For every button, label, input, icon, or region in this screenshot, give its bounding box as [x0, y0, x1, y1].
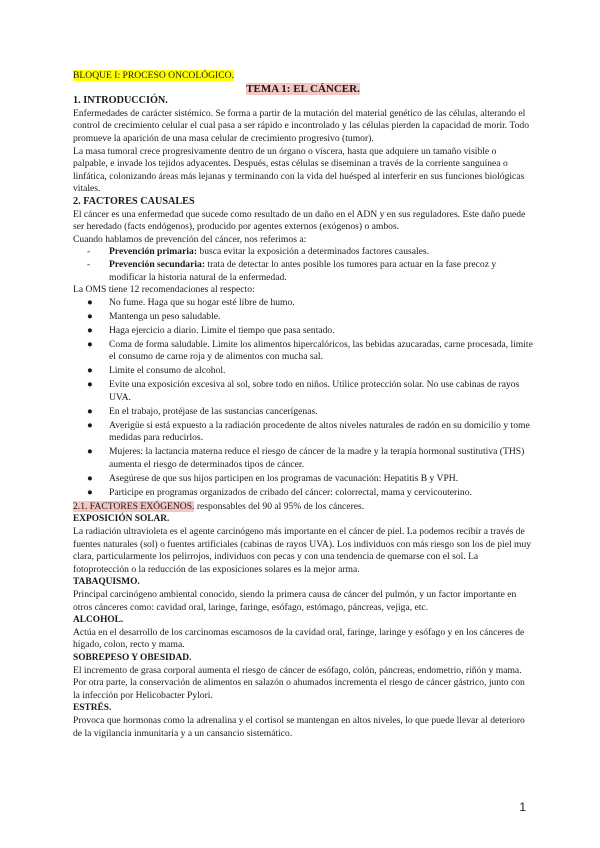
- list-item: [73, 325, 533, 338]
- bullet-icon: ●: [87, 338, 93, 350]
- list-item: [73, 487, 533, 500]
- doc-title: [73, 83, 533, 96]
- list-item: [73, 379, 533, 404]
- list-item-text: Mujeres: la lactancia materna reduce el riesgo de cáncer de la madre y la terapia hormonal sustitutiva (THS) aumenta el riesgo de determinados tipos de cáncer.: [109, 446, 525, 470]
- list-item-text: Participe en programas organizados de cribado del cáncer: colorrectal, mama y cervicouterino.: [109, 486, 472, 498]
- block-title-text: BLOQUE I: PROCESO ONCOLÓGICO.: [73, 70, 234, 81]
- block-title: [73, 70, 533, 83]
- bullet-icon: ●: [87, 405, 93, 417]
- bullet-icon: ●: [87, 310, 93, 322]
- list-item-text: En el trabajo, protéjase de las sustancias cancerígenas.: [109, 405, 318, 417]
- paragraph: El incremento de grasa corporal aumenta el riesgo de cáncer de esófago, colón, páncreas, endometrio, riñón y mama. Por otra parte, la conservación de alimentos en salazón o ahumados incrementa el riesgo de cáncer gástrico, junto con la infección por Helicobacter Pylori.: [73, 664, 525, 701]
- paragraph: Provoca que hormonas como la adrenalina y el cortisol se mantengan en altos niveles, lo que puede llevar al deterioro de la vigilancia inmunitaria y a un cansancio sistemático.: [73, 714, 525, 739]
- list-item: [73, 246, 533, 259]
- list-item-text: Coma de forma saludable. Limite los alimentos hipercalóricos, las bebidas azucaradas, carne procesada, limite el consumo de carne roja y de alimentos con mucha sal.: [109, 338, 533, 363]
- list-item-text: Asegúrese de que sus hijos participen en los programas de vacunación: Hepatitis B y VPH.: [109, 472, 459, 484]
- bullet-icon: ●: [87, 472, 93, 484]
- paragraph: El cáncer es una enfermedad que sucede como resultado de un daño en el ADN y en sus reguladores. Este daño puede ser heredado (facts endógenos), producido por agentes externos (exógenos) o ambos.: [73, 208, 526, 233]
- section-heading: 2. FACTORES CAUSALES: [73, 195, 195, 207]
- factor-heading: SOBREPESO Y OBESIDAD.: [73, 653, 192, 664]
- term: Prevención secundaria:: [109, 258, 206, 270]
- list-item-text: Limite el consumo de alcohol.: [109, 365, 226, 377]
- list-item: [73, 297, 533, 310]
- bullet-icon: ●: [87, 296, 93, 308]
- list-item: [73, 339, 533, 364]
- paragraph: Enfermedades de carácter sistémico. Se forma a partir de la mutación del material genético de las células, alterando el control de crecimiento celular el cual pasa a ser rápido e incontrolado y las células pierden la capacidad de morir. Todo promueve la aparición de una masa celular de crecimiento progresivo (tumor).: [73, 107, 529, 144]
- document-body: [73, 70, 533, 740]
- paragraph: Cuando hablamos de prevención del cáncer, nos referimos a:: [73, 233, 307, 245]
- term-text: busca evitar la exposición a determinados factores causales.: [197, 246, 430, 258]
- section-heading: 1. INTRODUCCIÓN.: [73, 95, 168, 107]
- list-item: [73, 473, 533, 486]
- list-item: [73, 446, 533, 471]
- factor-heading: ESTRÉS.: [73, 703, 112, 714]
- subsection-line: [73, 501, 533, 514]
- list-item-text: Haga ejercicio a diario. Limite el tiempo que pasa sentado.: [109, 324, 335, 336]
- paragraph: La radiación ultravioleta es el agente carcinógeno más importante en el cáncer de piel. La podemos recibir a través de fuentes naturales (sol) o fuentes artificiales (cabinas de rayos UVA). Los individuos con más riesgo son los de piel muy clara, particularmente los pelirrojos, individuos con pecas y con una tendencia de quemarse con el sol. La fotoprotección o la reducción de las exposiciones solares es la mejor arma.: [73, 526, 532, 575]
- dash-marker: -: [87, 258, 91, 270]
- list-item: [73, 259, 533, 284]
- factor-heading: TABAQUISMO.: [73, 577, 140, 588]
- factor-heading: EXPOSICIÓN SOLAR.: [73, 514, 170, 525]
- bullet-icon: ●: [87, 446, 93, 458]
- paragraph: Principal carcinógeno ambiental conocido, siendo la primera causa de cáncer del pulmón, y un factor importante en otros cánceres como: cavidad oral, laringe, faringe, esófago, estómago, páncreas, vejiga, etc.: [73, 589, 517, 613]
- list-item-text: Mantenga un peso saludable.: [109, 310, 221, 322]
- recommendations-list: [73, 297, 533, 500]
- list-item-text: No fume. Haga que su hogar esté libre de humo.: [109, 296, 295, 308]
- term: Prevención primaria:: [109, 246, 198, 258]
- paragraph: La masa tumoral crece progresivamente dentro de un órgano o víscera, hasta que adquiere un tamaño visible o palpable, e invade los tejidos adyacentes. Después, estas células se diseminan a través de la corriente sanguínea o linfática, colonizando áreas más lejanas y terminando con la vida del huésped al interferir en sus funciones biológicas vitales.: [73, 145, 525, 195]
- paragraph: La OMS tiene 12 recomendaciones al respecto:: [73, 284, 255, 296]
- bullet-icon: ●: [87, 419, 93, 431]
- list-item-text: Averigüe si está expuesto a la radiación procedente de altos niveles naturales de radón en su domicilio y tome medidas para reducirlos.: [109, 419, 530, 444]
- prevention-list: [73, 246, 533, 284]
- paragraph: Actúa en el desarrollo de los carcinomas escamosos de la cavidad oral, faringe, laringe y esófago y en los cánceres de hígado, colon, recto y mama.: [73, 626, 525, 651]
- dash-marker: -: [87, 246, 91, 258]
- subsection-label: 2.1. FACTORES EXÓGENOS.: [73, 500, 195, 512]
- doc-title-text: TEMA 1: EL CÁNCER.: [246, 82, 360, 95]
- bullet-icon: ●: [87, 365, 93, 377]
- list-item: [73, 311, 533, 324]
- bullet-icon: ●: [87, 379, 93, 391]
- subsection-text: responsables del 90 al 95% de los cánceres.: [194, 500, 365, 512]
- term-text: trata de detectar lo antes posible los tumores para actuar en la fase precoz y modificar la historia natural de la enfermedad.: [109, 258, 497, 283]
- list-item: [73, 365, 533, 378]
- factor-heading: ALCOHOL.: [73, 615, 124, 626]
- page-number: 1: [519, 800, 526, 814]
- list-item-text: Evite una exposición excesiva al sol, sobre todo en niños. Utilice protección solar. No use cabinas de rayos UVA.: [109, 379, 520, 403]
- bullet-icon: ●: [87, 324, 93, 336]
- list-item: [73, 420, 533, 445]
- bullet-icon: ●: [87, 486, 93, 498]
- list-item: [73, 406, 533, 419]
